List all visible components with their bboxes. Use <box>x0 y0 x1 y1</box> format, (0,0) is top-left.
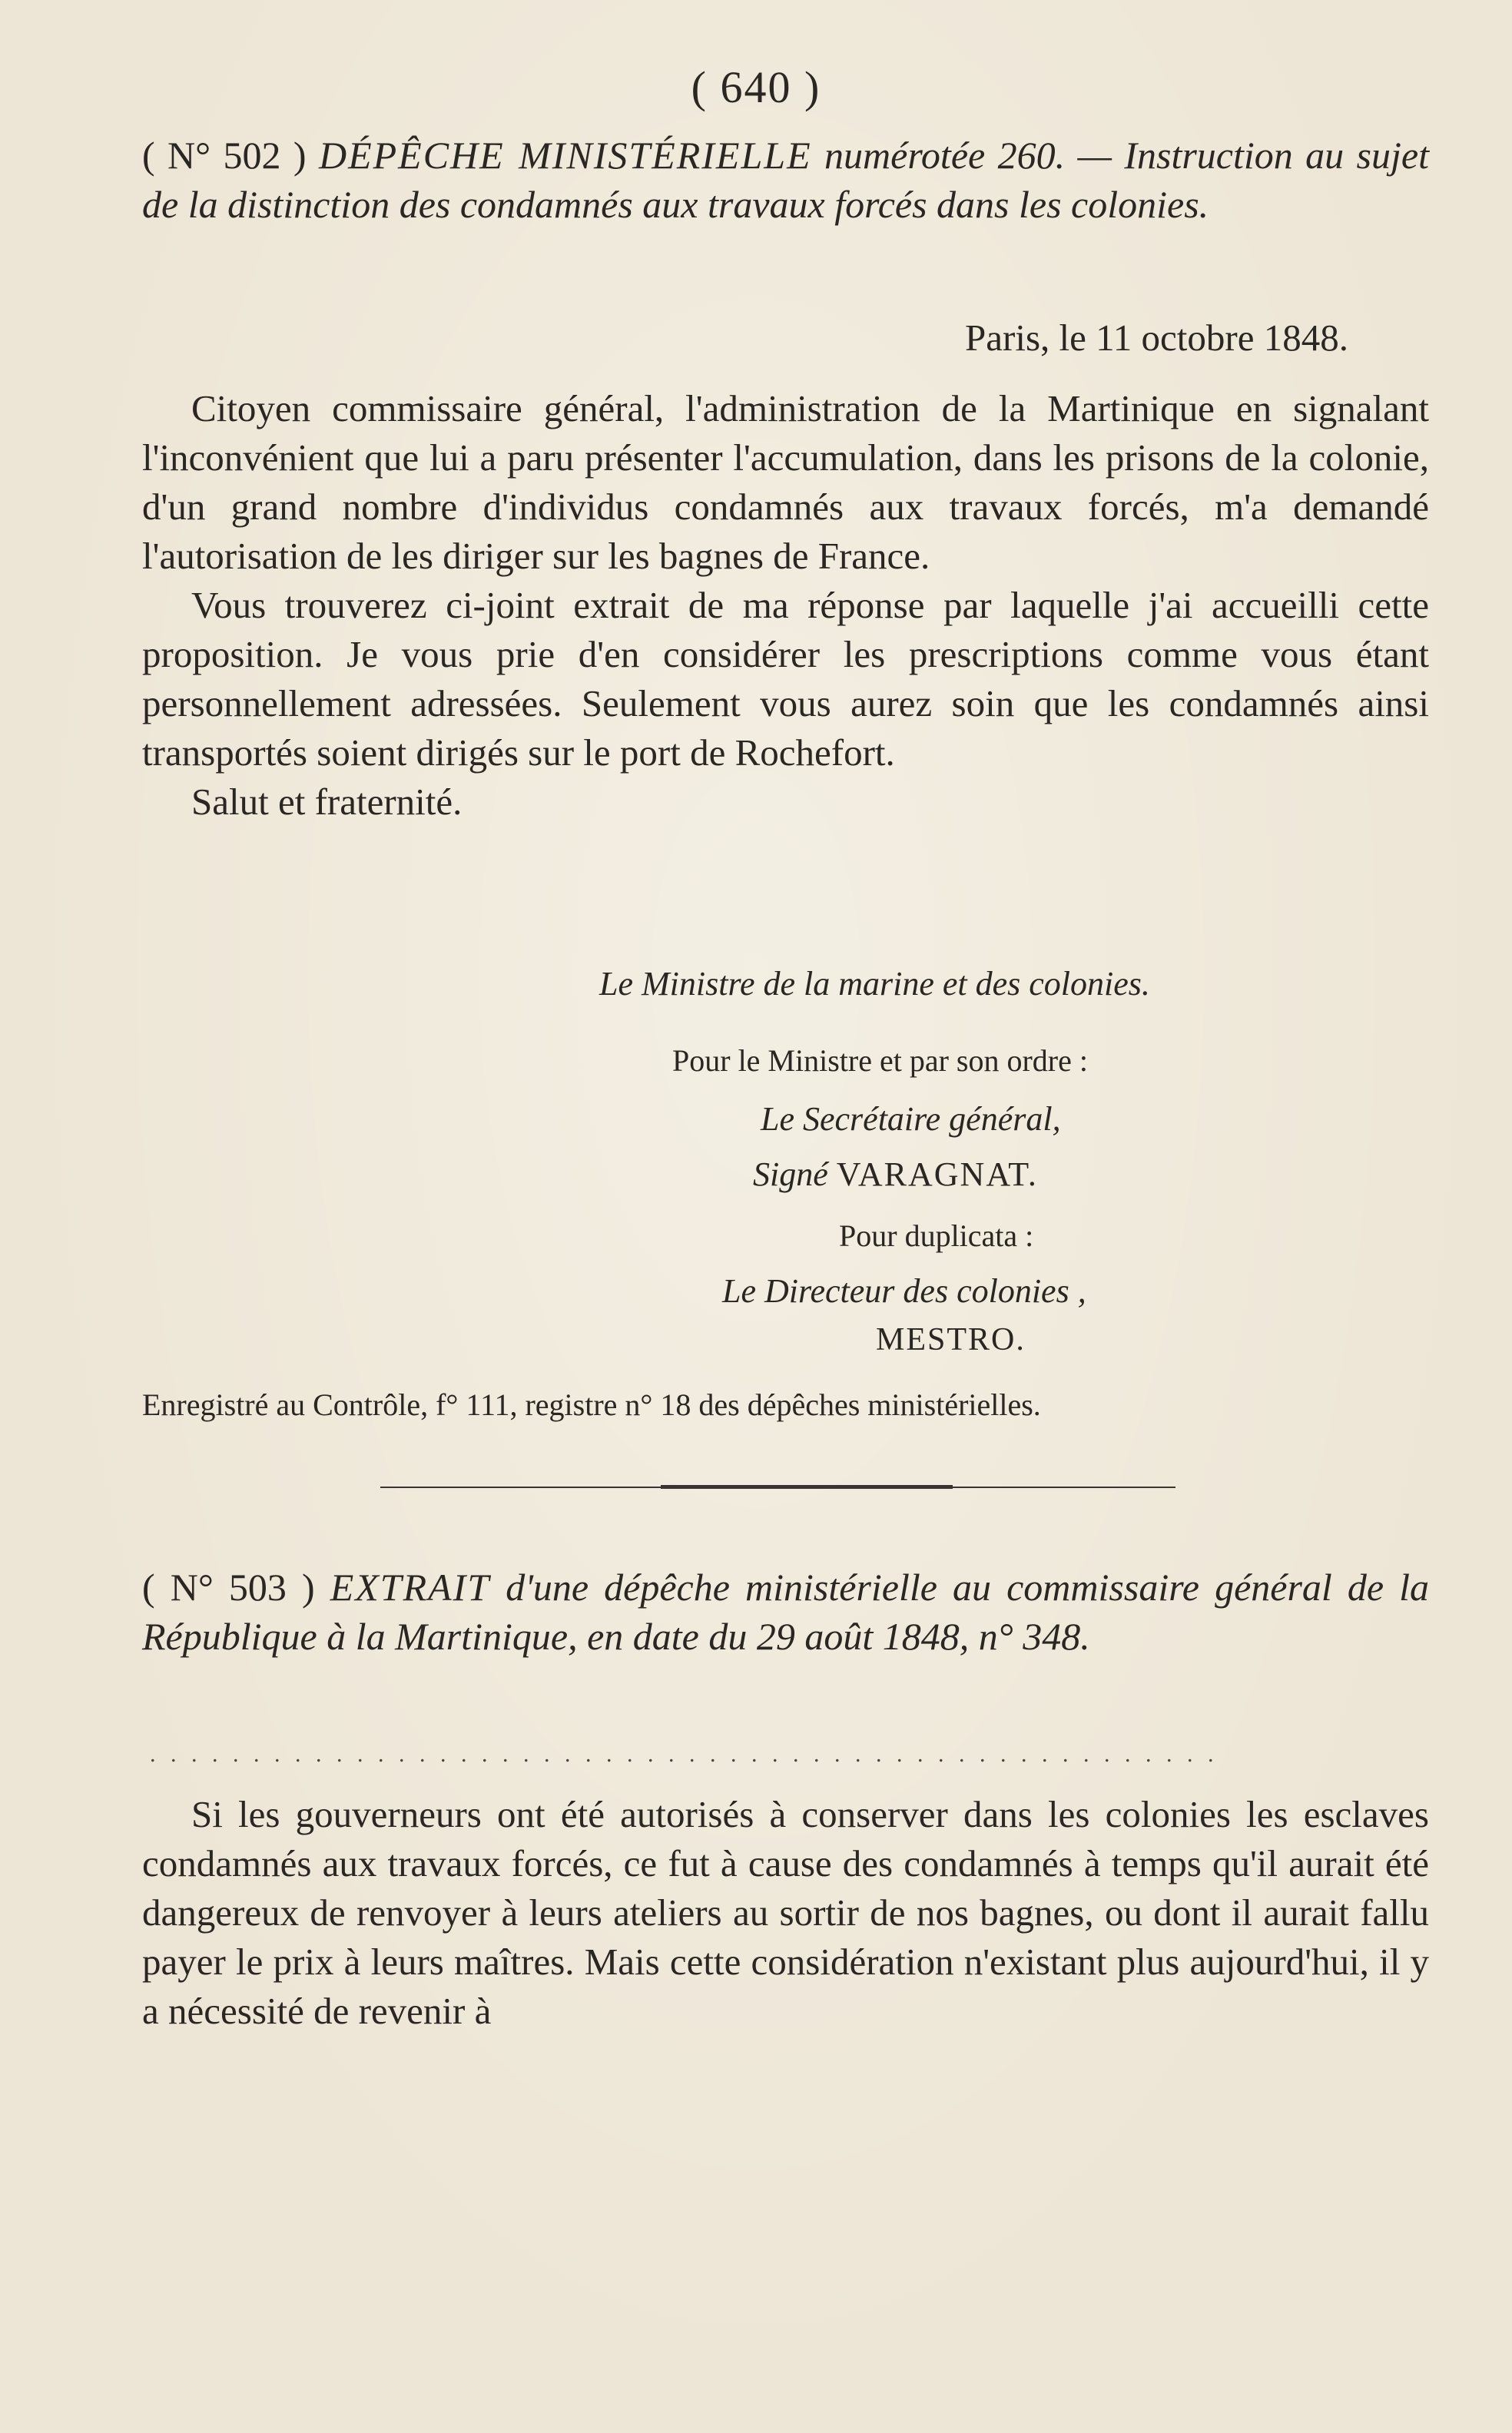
ellipsis-line: . . . . . . . . . . . . . . . . . . . . . . . . . . . . . . . . . . . . . . . . . . . . . . . . . . . . <box>150 1742 1219 1767</box>
signature-by-order: Pour le Ministre et par son ordre : <box>672 1043 1088 1078</box>
signature-signed-line <box>753 1152 1038 1197</box>
doc-503-title: EXTRAIT <box>330 1566 491 1609</box>
doc-502-number: ( N° 502 ) <box>142 134 307 177</box>
page-number: ( 640 ) <box>691 62 821 112</box>
doc-503-subtitle-number: n° 348. <box>978 1615 1090 1658</box>
registration-note: Enregistré au Contrôle, f° 111, registre n° 18 des dépêches ministérielles. <box>142 1387 1041 1422</box>
doc-502-paragraph-3: Salut et fraternité. <box>191 781 463 823</box>
signature-signed-name: VARAGNAT. <box>836 1155 1038 1193</box>
doc-503-heading <box>142 1563 1429 1661</box>
doc-502-subtitle: Instruction au sujet de la distinction des condamnés aux travaux forcés dans les colonies. <box>142 134 1429 226</box>
signature-duplicate: Pour duplicata : <box>839 1218 1034 1253</box>
signature-director-name: MESTRO. <box>876 1322 1026 1357</box>
signature-signed-label: Signé <box>753 1155 828 1193</box>
signature-minister: Le Ministre de la marine et des colonies. <box>599 965 1150 1003</box>
doc-502-paragraph-1: Citoyen commissaire général, l'administration de la Martinique en signalant l'inconvénient que lui a paru présenter l'accumulation, dans les prisons de la colonie, d'un grand nombre d'individus condamnés aux travaux forcés, m'a demandé l'autorisation de les diriger sur les bagnes de France. <box>142 387 1429 577</box>
doc-503-paragraph: Si les gouverneurs ont été autorisés à conserver dans les colonies les esclaves condamnés aux travaux forcés, ce fut à cause des condamnés à temps qu'il aurait été dangereux de renvoyer à leurs ateliers au sortir de nos bagnes, ou dont il aurait fallu payer le prix à leurs maîtres. Mais cette considération n'existant plus aujourd'hui, il y a nécessité de revenir à <box>142 1793 1429 2032</box>
doc-503-number: ( N° 503 ) <box>142 1566 315 1609</box>
doc-502-paragraph-2: Vous trouverez ci-joint extrait de ma réponse par laquelle j'ai accueilli cette proposition. Je vous prie d'en considérer les prescriptions comme vous étant personnellement adressées. Seulement vous aurez soin que les condamnés ainsi transportés soient dirigés sur le port de Rochefort. <box>142 584 1429 774</box>
doc-502-heading <box>142 131 1429 229</box>
separator-rule-center <box>661 1485 953 1489</box>
doc-502-title-suffix: numérotée 260. — <box>824 134 1112 177</box>
signature-director: Le Directeur des colonies , <box>722 1272 1086 1310</box>
doc-503-body <box>142 1790 1429 2036</box>
signature-secretary: Le Secrétaire général, <box>761 1100 1061 1138</box>
doc-502-body <box>142 384 1429 827</box>
doc-502-dateline: Paris, le 11 octobre 1848. <box>965 317 1348 359</box>
doc-503-subtitle: d'une dépêche ministérielle au commissaire général de la République à la Martinique, en date du 29 août 1848, <box>142 1566 1430 1658</box>
doc-502-title: DÉPÊCHE MINISTÉRIELLE <box>318 134 812 177</box>
